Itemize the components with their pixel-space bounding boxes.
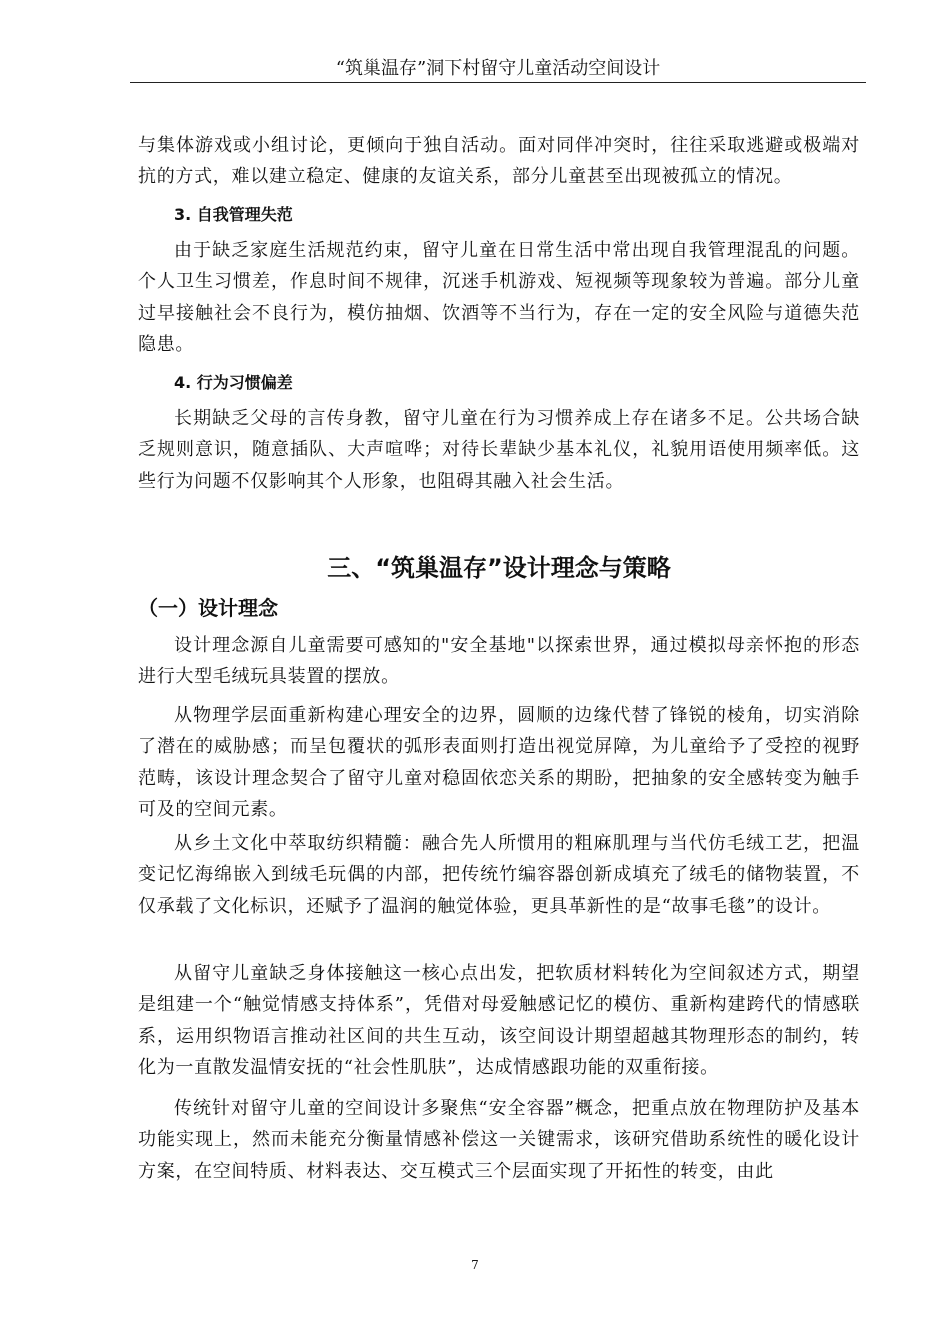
paragraph-local-culture: 从乡土文化中萃取纺织精髓：融合先人所惯用的粗麻肌理与当代仿毛绒工艺，把温变记忆海绵嵌入到绒毛玩偶的内部，把传统竹编容器创新成填充了绒毛的储物装置，不仅承载了文化标识，还赋予了温润的触觉体验，更具革新性的是“故事毛毯”的设计。 — [138, 833, 860, 917]
paragraph-traditional-design: 传统针对留守儿童的空间设计多聚焦“安全容器”概念，把重点放在物理防护及基本功能实现上，然而未能充分衡量情感补偿这一关键需求，该研究借助系统性的暖化设计方案，在空间特质、材料表达、交互模式三个层面实现了开拓性的转变，由此 — [138, 1098, 860, 1182]
page-number: 7 — [471, 1258, 479, 1272]
header-rule — [130, 82, 866, 83]
section-title: 三、“筑巢温存”设计理念与策略 — [327, 554, 671, 582]
paragraph-design-concept: 设计理念源自儿童需要可感知的"安全基地"以探索世界，通过模拟母亲怀抱的形态进行大型毛绒玩具装置的摆放。 — [138, 635, 860, 688]
paragraph-self-management: 由于缺乏家庭生活规范约束，留守儿童在日常生活中常出现自我管理混乱的问题。个人卫生习惯差，作息时间不规律，沉迷手机游戏、短视频等现象较为普遍。部分儿童过早接触社会不良行为，模仿抽烟、饮酒等不当行为，存在一定的安全风险与道德失范隐患。 — [138, 240, 860, 356]
subheading-self-management: 3. 自我管理失范 — [174, 205, 293, 224]
paragraph-tactile-support: 从留守儿童缺乏身体接触这一核心点出发，把软质材料转化为空间叙述方式，期望是组建一个“触觉情感支持体系”，凭借对母爱触感记忆的模仿、重新构建跨代的情感联系，运用织物语言推动社区间的共生互动，该空间设计期望超越其物理形态的制约，转化为一直散发温情安抚的“社会性肌肤”，达成情感跟功能的双重衔接。 — [138, 963, 860, 1079]
subheading-behavior-habits: 4. 行为习惯偏差 — [174, 373, 293, 392]
subsection-title: （一）设计理念 — [138, 596, 278, 620]
paragraph-physical-safety: 从物理学层面重新构建心理安全的边界，圆顺的边缘代替了锋锐的棱角，切实消除了潜在的威胁感；而呈包覆状的弧形表面则打造出视觉屏障，为儿童给予了受控的视野范畴，该设计理念契合了留守儿童对稳固依恋关系的期盼，把抽象的安全感转变为触手可及的空间元素。 — [138, 705, 860, 821]
running-header: “筑巢温存”洞下村留守儿童活动空间设计 — [335, 58, 661, 79]
paragraph-social-isolation-continued: 与集体游戏或小组讨论，更倾向于独自活动。面对同伴冲突时，往往采取逃避或极端对抗的方式，难以建立稳定、健康的友谊关系，部分儿童甚至出现被孤立的情况。 — [138, 135, 860, 188]
paragraph-behavior-habits: 长期缺乏父母的言传身教，留守儿童在行为习惯养成上存在诸多不足。公共场合缺乏规则意识，随意插队、大声喧哗；对待长辈缺少基本礼仪，礼貌用语使用频率低。这些行为问题不仅影响其个人形象，也阻碍其融入社会生活。 — [138, 408, 860, 492]
